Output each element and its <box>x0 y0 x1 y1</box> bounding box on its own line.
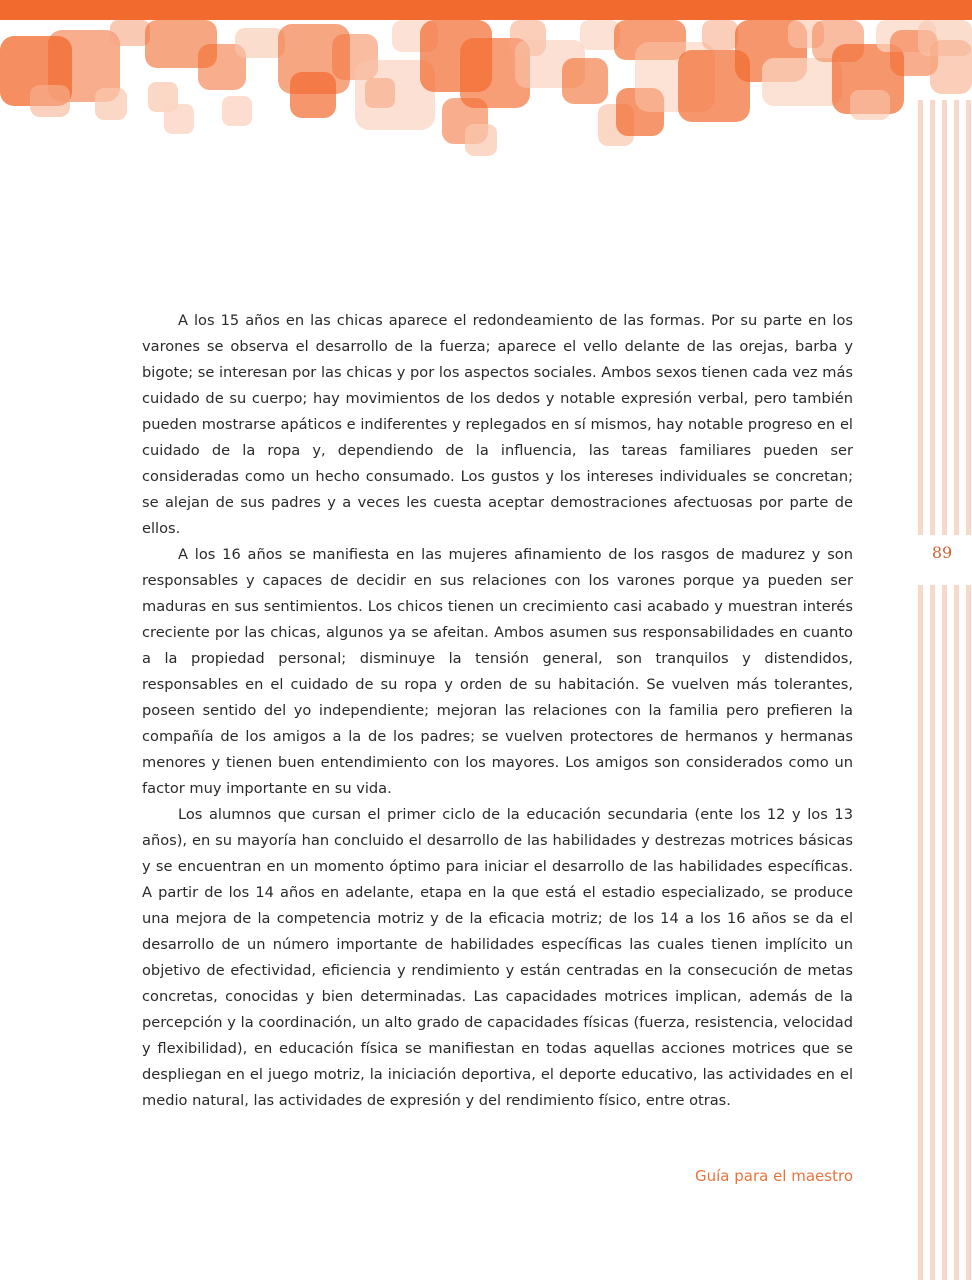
paragraph: A los 15 años en las chicas aparece el redondeamiento de las formas. Por su parte en los varones se observa el desarrollo de la fuerza; aparece el vello delante de las orejas, barba y bigote; se interesan por las chicas y por los aspectos sociales. Ambos sexos tienen cada vez más cuidado de su cuerpo; hay movimientos de los dedos y notable expresión verbal, pero también pueden mostrarse apáticos e indiferentes y replegados en sí mismos, hay notable progreso en el cuidado de la ropa y, dependiendo de la influencia, las tareas familiares pueden ser consideradas como un hecho consumado. Los gustos y los intereses individuales se concretan; se alejan de sus padres y a veces les cuesta aceptar demostraciones afectuosas por parte de ellos. <box>142 312 853 537</box>
body-text <box>142 308 853 1114</box>
side-stripes <box>912 100 972 1280</box>
header-decoration <box>0 0 972 170</box>
page-number: 89 <box>931 543 953 562</box>
footer-title: Guía para el maestro <box>694 1167 853 1185</box>
paragraph: A los 16 años se manifiesta en las mujeres afinamiento de los rasgos de madurez y son responsables y capaces de decidir en sus relaciones con los varones porque ya pueden ser maduras en sus sentimientos. Los chicos tienen un crecimiento casi acabado y muestran interés creciente por las chicas, algunos ya se afeitan. Ambos asumen sus responsabilidades en cuanto a la propiedad personal; disminuye la tensión general, son tranquilos y distendidos, responsables en el cuidado de su ropa y orden de su habitación. Se vuelven más tolerantes, poseen sentido del yo independiente; mejoran las relaciones con la familia pero prefieren la compañía de los amigos a la de los padres; se vuelven protectores de hermanos y hermanas menores y tienen buen entendimiento con los mayores. Los amigos son considerados como un factor muy importante en su vida. <box>142 546 853 797</box>
paragraph: Los alumnos que cursan el primer ciclo de la educación secundaria (ente los 12 y los 13 años), en su mayoría han concluido el desarrollo de las habilidades y destrezas motrices básicas y se encuentran en un momento óptimo para iniciar el desarrollo de las habilidades específicas. A partir de los 14 años en adelante, etapa en la que está el estadio especializado, se produce una mejora de la competencia motriz y de la eficacia motriz; de los 14 a los 16 años se da el desarrollo de un número importante de habilidades específicas las cuales tienen implícito un objetivo de efectividad, eficiencia y rendimiento y están centradas en la consecución de metas concretas, conocidas y bien determinadas. Las capacidades motrices implican, además de la percepción y la coordinación, un alto grado de capacidades físicas (fuerza, resistencia, velocidad y flexibilidad), en educación física se manifiestan en todas aquellas acciones motrices que se despliegan en el juego motriz, la iniciación deportiva, el deporte educativo, las actividades en el medio natural, las actividades de expresión y del rendimiento físico, entre otras. <box>142 806 853 1109</box>
